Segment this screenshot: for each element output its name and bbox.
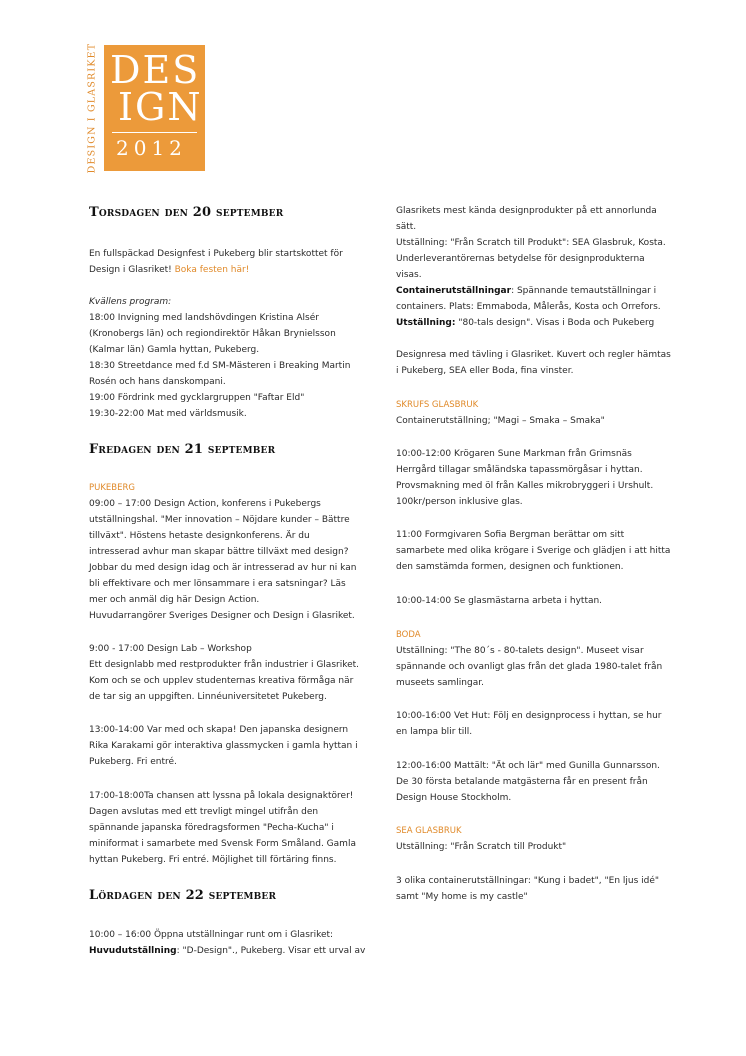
friday-text-line: Kom och se och upplev studenternas kreativa förmåga när xyxy=(89,676,354,686)
right-text-line: containers. Plats: Emmaboda, Målerås, Kosta och Orrefors. xyxy=(396,302,661,312)
friday-text-line: tillväxt". Höstens hetaste designkonferens. Är du xyxy=(89,531,310,541)
right-text-line: sätt. xyxy=(396,222,417,232)
right-text-line: visas. xyxy=(396,270,422,280)
program-line: Rosén och hans danskompani. xyxy=(89,377,226,387)
boda-label: BODA xyxy=(396,630,421,640)
program-line: 19:30-22:00 Mat med världsmusik. xyxy=(89,409,247,419)
friday-text-line: 9:00 - 17:00 Design Lab – Workshop xyxy=(89,644,252,654)
right-text-line: Design House Stockholm. xyxy=(396,793,512,803)
program-line: (Kronobergs län) och regiondirektör Håkan Brynielsson xyxy=(89,329,336,339)
right-text-line: Provsmakning med öl från Kalles mikrobryggeri i Urshult. xyxy=(396,481,654,491)
right-text-line: Herrgård tillagar småländska tapassmörgåsar i hyttan. xyxy=(396,465,643,475)
skrufs-label: SKRUFS GLASBRUK xyxy=(396,400,479,410)
right-text-line: 12:00-16:00 Mattält: "Ät och lär" med Gunilla Gunnarsson. xyxy=(396,761,660,771)
right-text-line: Underleverantörernas betydelse för designprodukterna xyxy=(396,254,645,264)
right-text-line: 3 olika containerutställningar: "Kung i badet", "En ljus idé" xyxy=(396,876,660,886)
program-line: (Kalmar län) Gamla hyttan, Pukeberg. xyxy=(89,345,260,355)
pukeberg-label: PUKEBERG xyxy=(89,483,135,493)
right-text-line: Containerutställning; "Magi – Smaka – Smaka" xyxy=(396,416,605,426)
right-text-line: 11:00 Formgivaren Sofia Bergman berättar om sitt xyxy=(396,530,625,540)
saturday-heading: Lördagen den 22 september xyxy=(89,888,277,903)
friday-text-line: spännande japanska föredragsformen "Pecha-Kucha" i xyxy=(89,823,334,833)
logo-line-2: IGN xyxy=(118,85,203,129)
right-text-line: museets samlingar. xyxy=(396,678,484,688)
thursday-intro-line: En fullspäckad Designfest i Pukeberg blir startskottet för xyxy=(89,249,343,259)
saturday-text-line: Huvudutställning: "D-Design"., Pukeberg. Visar ett urval av xyxy=(89,946,366,956)
right-text-line: Utställning: "Från Scratch till Produkt" xyxy=(396,842,567,852)
right-text-line: en lampa blir till. xyxy=(396,727,473,737)
right-text-line: samarbete med olika krögare i Sverige och glädjen i att hitta xyxy=(396,546,671,556)
thursday-heading: Torsdagen den 20 september xyxy=(89,205,284,220)
right-text-line: den samstämda formen, designen och funktionen. xyxy=(396,562,624,572)
friday-text-line: de tar sig an uppgiften. Linnéuniversitetet Pukeberg. xyxy=(89,692,327,702)
friday-text-line: Ett designlabb med restprodukter från industrier i Glasriket. xyxy=(89,660,360,670)
program-line: 19:00 Fördrink med gycklargruppen "Faftar Eld" xyxy=(89,393,305,403)
right-text-line: 10:00-14:00 Se glasmästarna arbeta i hyttan. xyxy=(396,596,603,606)
design-logo xyxy=(104,45,205,171)
right-text-line: Utställning: "Från Scratch till Produkt": SEA Glasbruk, Kosta. xyxy=(396,238,666,248)
book-party-link[interactable]: Boka festen här! xyxy=(174,265,250,275)
logo-side-label: DESIGN I GLASRIKET xyxy=(86,42,98,174)
right-text-line: Utställning: "80-tals design". Visas i Boda och Pukeberg xyxy=(396,318,655,328)
logo-side-text xyxy=(84,44,100,172)
friday-text-line: hyttan Pukeberg. Fri entré. Möjlighet till förtäring finns. xyxy=(89,855,337,865)
program-line: 18:30 Streetdance med f.d SM-Mästeren i Breaking Martin xyxy=(89,361,351,371)
sea-label: SEA GLASBRUK xyxy=(396,826,462,836)
logo-divider xyxy=(112,132,197,133)
right-text-line: 10:00-16:00 Vet Hut: Följ en designprocess i hyttan, se hur xyxy=(396,711,662,721)
program-line: 18:00 Invigning med landshövdingen Kristina Alsér xyxy=(89,313,319,323)
friday-text-line: Rika Karakami gör interaktiva glassmycken i gamla hyttan i xyxy=(89,741,358,751)
logo-line-1: DES xyxy=(110,48,201,92)
friday-text-line: miniformat i samarbete med Svensk Form Småland. Gamla xyxy=(89,839,356,849)
right-text-line: spännande och ovanligt glas från det glada 1980-talet från xyxy=(396,662,663,672)
thursday-intro-line: Design i Glasriket! Boka festen här! xyxy=(89,265,250,275)
program-label: Kvällens program: xyxy=(89,297,172,307)
logo-year: 2012 xyxy=(116,136,187,160)
friday-heading: Fredagen den 21 september xyxy=(89,442,276,457)
friday-text-line: intresserad avhur man skapar bättre tillväxt med design? xyxy=(89,547,349,557)
friday-text-line: Huvudarrangörer Sveriges Designer och Design i Glasriket. xyxy=(89,611,355,621)
right-text-line: Containerutställningar: Spännande temautställningar i xyxy=(396,286,657,296)
friday-text-line: bli effektivare och mer lönsammare i era satsningar? Läs xyxy=(89,579,346,589)
friday-text-line: 17:00-18:00Ta chansen att lyssna på lokala designaktörer! xyxy=(89,791,354,801)
right-text-line: 100kr/person inklusive glas. xyxy=(396,497,523,507)
right-text-line: Designresa med tävling i Glasriket. Kuvert och regler hämtas xyxy=(396,350,671,360)
friday-text-line: mer och anmäl dig här Design Action. xyxy=(89,595,260,605)
friday-text-line: 09:00 – 17:00 Design Action, konferens i Pukebergs xyxy=(89,499,321,509)
friday-text-line: 13:00-14:00 Var med och skapa! Den japanska designern xyxy=(89,725,349,735)
right-text-line: samt "My home is my castle" xyxy=(396,892,528,902)
right-text-line: De 30 första betalande matgästerna får en present från xyxy=(396,777,648,787)
friday-text-line: Jobbar du med design idag och är intresserad av hur ni kan xyxy=(89,563,357,573)
right-text-line: 10:00-12:00 Krögaren Sune Markman från Grimsnäs xyxy=(396,449,632,459)
friday-text-line: utställningshal. "Mer innovation – Nöjdare kunder – Bättre xyxy=(89,515,350,525)
saturday-text-line: 10:00 – 16:00 Öppna utställningar runt om i Glasriket: xyxy=(89,930,334,940)
right-text-line: i Pukeberg, SEA eller Boda, fina vinster. xyxy=(396,366,574,376)
friday-text-line: Dagen avslutas med ett trevligt mingel utifrån den xyxy=(89,807,319,817)
right-text-line: Utställning: "The 80´s - 80-talets design". Museet visar xyxy=(396,646,644,656)
right-text-line: Glasrikets mest kända designprodukter på ett annorlunda xyxy=(396,206,657,216)
friday-text-line: Pukeberg. Fri entré. xyxy=(89,757,177,767)
